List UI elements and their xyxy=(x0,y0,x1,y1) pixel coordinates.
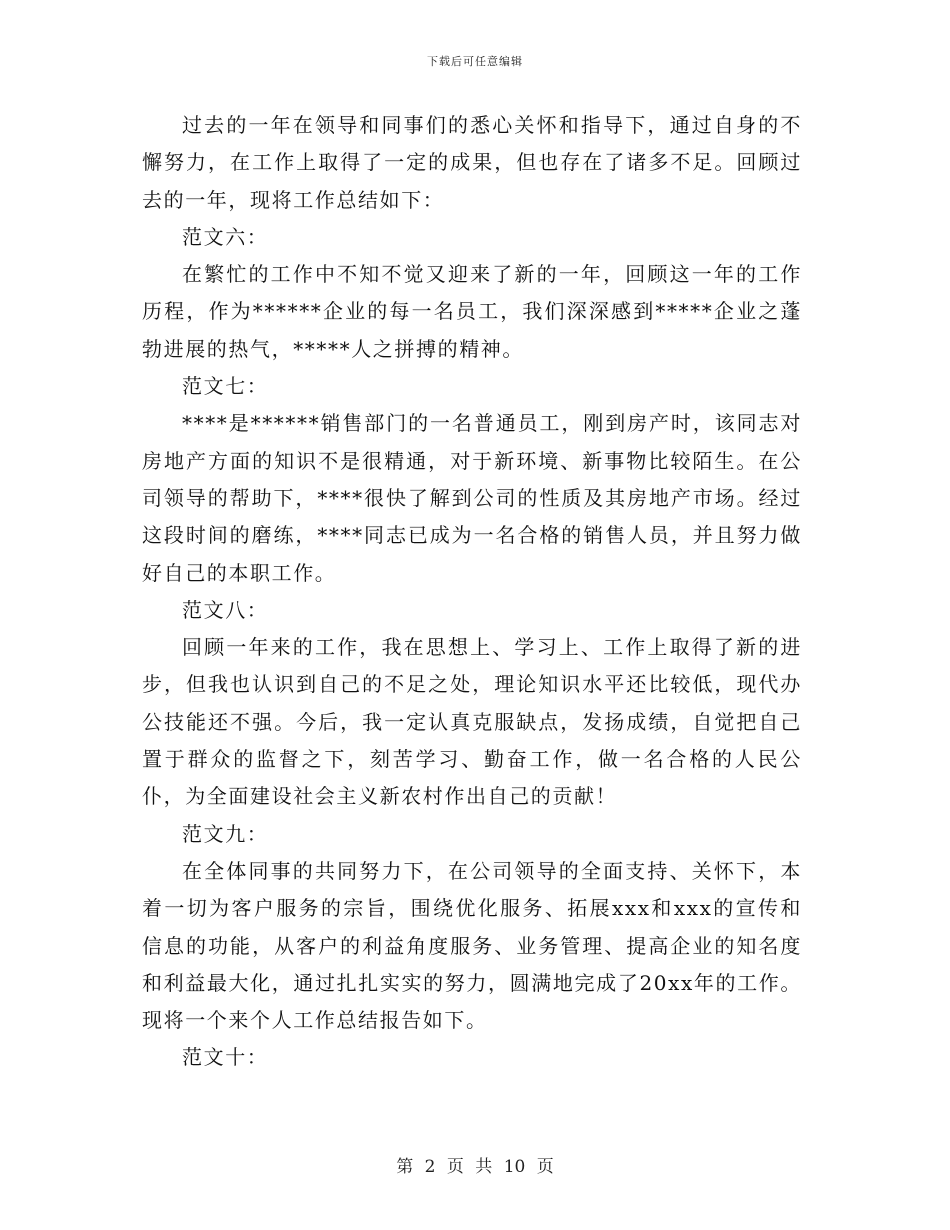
paragraph-sample-7: ****是******销售部门的一名普通员工，刚到房产时，该同志对房地产方面的知识不是很精通，对于新环境、新事物比较陌生。在公司领导的帮助下，****很快了解到公司的性质及其房地产市场。经过这段时间的磨练，****同志已成为一名合格的销售人员，并且努力做好自己的本职工作。 xyxy=(142,411,802,585)
page-header-note: 下载后可任意编辑 xyxy=(427,55,523,68)
heading-sample-10: 范文十： xyxy=(182,1045,269,1070)
paragraph-sample-9: 在全体同事的共同努力下，在公司领导的全面支持、关怀下，本着一切为客户服务的宗旨，围绕优化服务、拓展xxx和xxx的宣传和信息的功能，从客户的利益角度服务、业务管理、提高企业的知名度和利益最大化，通过扎扎实实的努力，圆满地完成了20xx年的工作。现将一个来个人工作总结报告如下。 xyxy=(142,858,802,1033)
heading-sample-6: 范文六： xyxy=(182,224,269,249)
document-body xyxy=(142,107,802,1077)
heading-sample-8: 范文八： xyxy=(182,597,269,622)
heading-sample-7: 范文七： xyxy=(182,374,269,399)
heading-sample-9: 范文九： xyxy=(182,821,269,846)
paragraph-sample-6: 在繁忙的工作中不知不觉又迎来了新的一年，回顾这一年的工作历程，作为******企业的每一名员工，我们深深感到*****企业之蓬勃进展的热气，*****人之拼搏的精神。 xyxy=(142,262,802,361)
paragraph-sample-8: 回顾一年来的工作，我在思想上、学习上、工作上取得了新的进步，但我也认识到自己的不足之处，理论知识水平还比较低，现代办公技能还不强。今后，我一定认真克服缺点，发扬成绩，自觉把自己置于群众的监督之下，刻苦学习、勤奋工作，做一名合格的人民公仆，为全面建设社会主义新农村作出自己的贡献！ xyxy=(142,635,802,809)
page-number: 第 2 页 共 10 页 xyxy=(396,1157,554,1177)
paragraph-intro: 过去的一年在领导和同事们的悉心关怀和指导下，通过自身的不懈努力，在工作上取得了一定的成果，但也存在了诸多不足。回顾过去的一年，现将工作总结如下： xyxy=(142,113,802,212)
